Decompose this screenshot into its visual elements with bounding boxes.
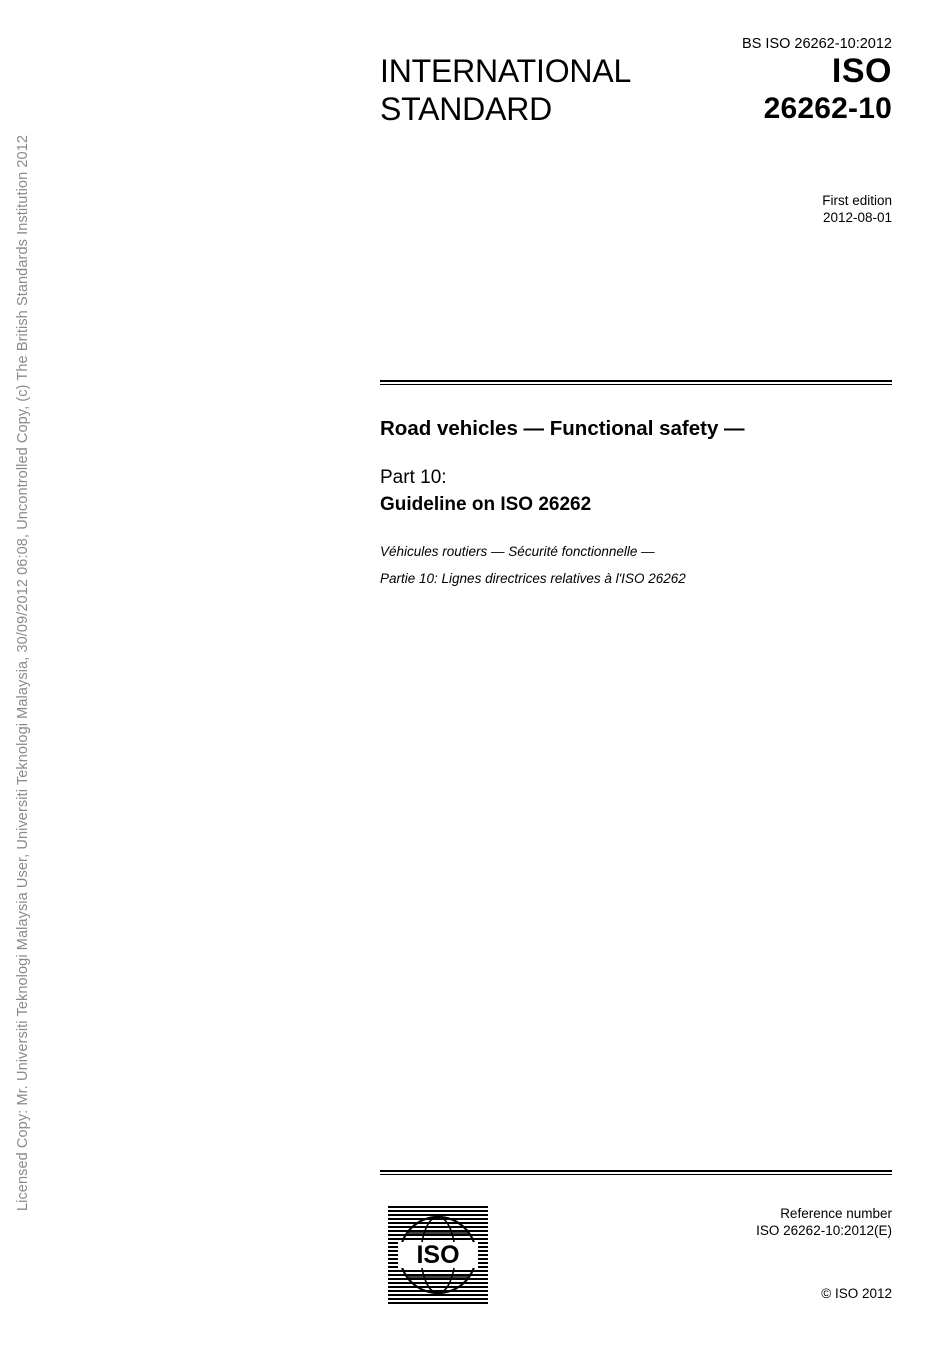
part-label: Part 10:: [380, 467, 447, 488]
reference-number-block: [756, 1205, 892, 1239]
document-title-french: [380, 538, 892, 592]
divider-top: [380, 380, 892, 385]
standard-type-line2: STANDARD: [380, 91, 553, 127]
document-title: Road vehicles — Functional safety —: [380, 417, 745, 440]
edition-label: First edition: [822, 193, 892, 208]
part-title: Guideline on ISO 26262: [380, 494, 592, 515]
standard-number: 26262-10: [763, 92, 892, 125]
divider-bottom: [380, 1170, 892, 1175]
iso-identifier: [764, 52, 892, 128]
edition-info: [822, 192, 892, 226]
title-block: [380, 416, 892, 592]
bs-reference: BS ISO 26262-10:2012: [742, 36, 892, 52]
french-title: Véhicules routiers — Sécurité fonctionnelle —: [380, 544, 655, 559]
iso-logo: [388, 1206, 488, 1304]
licence-notice-text: Licensed Copy: Mr. Universiti Teknologi Malaysia User, Universiti Teknologi Malaysia, 30/09/2012 06:08, Uncontrolled Copy, (c) The British Standards Institution 2012: [15, 134, 31, 1211]
copyright-notice: © ISO 2012: [821, 1286, 892, 1301]
organization-name: ISO: [831, 52, 892, 90]
reference-number-value: ISO 26262-10:2012(E): [756, 1223, 892, 1238]
french-part-title: Partie 10: Lignes directrices relatives à l'ISO 26262: [380, 571, 686, 586]
document-part: [380, 464, 892, 518]
licence-watermark: [0, 0, 46, 1345]
svg-text:ISO: ISO: [416, 1241, 460, 1269]
edition-date: 2012-08-01: [822, 210, 892, 225]
standard-type: [380, 52, 631, 128]
standard-type-line1: INTERNATIONAL: [380, 53, 632, 89]
reference-number-label: Reference number: [780, 1206, 892, 1221]
